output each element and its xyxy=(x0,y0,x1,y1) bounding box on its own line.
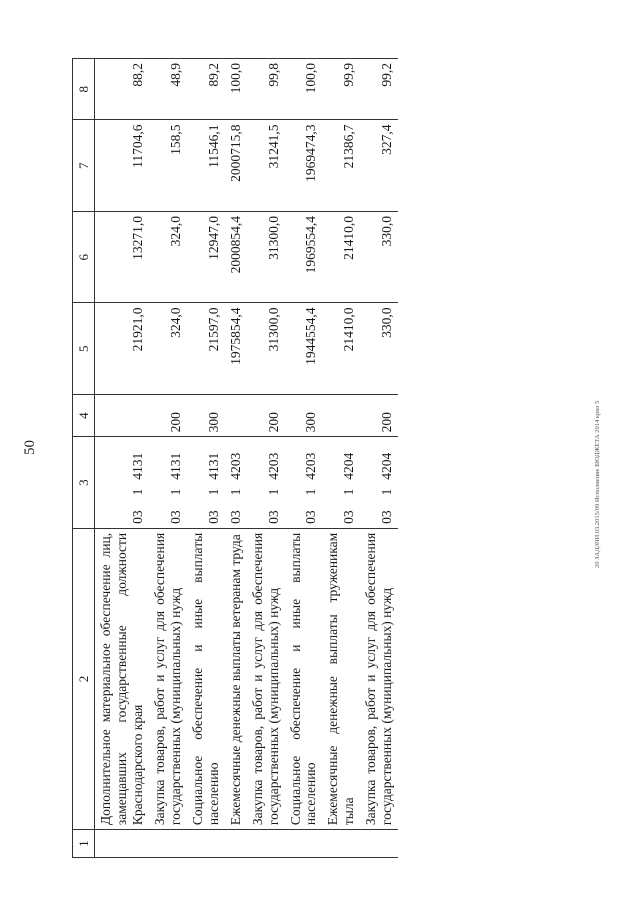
value-col5: 21921,0 xyxy=(95,303,149,395)
table-row xyxy=(95,59,149,858)
budget-table xyxy=(72,58,398,858)
table-row xyxy=(322,59,360,858)
subsection-code: 1 xyxy=(265,488,281,496)
row-name: Закупка товаров, работ и услуг для обеспечения государственных (муниципальных) нужд xyxy=(247,528,285,829)
expense-type-code: 300 xyxy=(187,394,225,436)
value-col5: 324,0 xyxy=(149,303,187,395)
article-code: 4203 xyxy=(227,452,243,480)
value-col6: 330,0 xyxy=(360,211,398,303)
article-code: 4203 xyxy=(303,452,319,480)
expense-type-code xyxy=(95,394,149,436)
blank-cell xyxy=(322,830,360,858)
row-name: Социальное обеспечение и иные выплаты населению xyxy=(285,528,323,829)
section-code: 03 xyxy=(247,499,285,528)
value-col5: 21597,0 xyxy=(187,303,225,395)
row-name: Ежемесячные денежные выплаты труженикам тыла xyxy=(322,528,360,829)
rotated-table-wrapper xyxy=(72,58,572,858)
row-name: Ежемесячные денежные выплаты ветеранам труда xyxy=(225,528,247,829)
value-col7: 158,5 xyxy=(149,120,187,212)
value-col7: 11546,1 xyxy=(187,120,225,212)
row-name: Закупка товаров, работ и услуг для обеспечения государственных (муниципальных) нужд xyxy=(149,528,187,829)
table-row xyxy=(149,59,187,858)
expense-type-code xyxy=(225,394,247,436)
expense-type-code: 300 xyxy=(285,394,323,436)
value-col6: 13271,0 xyxy=(95,211,149,303)
value-col7: 327,4 xyxy=(360,120,398,212)
section-code: 03 xyxy=(225,499,247,528)
header-row xyxy=(73,59,95,858)
value-col8: 88,2 xyxy=(95,59,149,120)
table-row xyxy=(247,59,285,858)
subsection-code: 1 xyxy=(379,488,395,496)
blank-cell xyxy=(149,830,187,858)
blank-cell xyxy=(360,830,398,858)
table-row xyxy=(360,59,398,858)
subsection-code: 1 xyxy=(130,488,146,496)
header-cell: 5 xyxy=(73,303,95,395)
section-code: 03 xyxy=(149,499,187,528)
header-cell: 7 xyxy=(73,120,95,212)
section-code: 03 xyxy=(95,499,149,528)
blank-cell xyxy=(187,830,225,858)
header-cell: 4 xyxy=(73,394,95,436)
row-name: Дополнительное материальное обеспечение лиц, замещавших государственные должности Краснодарского края xyxy=(95,528,149,829)
value-col5: 21410,0 xyxy=(322,303,360,395)
value-col5: 31300,0 xyxy=(247,303,285,395)
value-col8: 99,2 xyxy=(360,59,398,120)
value-col6: 31300,0 xyxy=(247,211,285,303)
expense-type-code xyxy=(322,394,360,436)
page-number: 50 xyxy=(22,440,38,455)
value-col8: 99,8 xyxy=(247,59,285,120)
header-cell: 6 xyxy=(73,211,95,303)
table-row xyxy=(187,59,225,858)
value-col6: 324,0 xyxy=(149,211,187,303)
section-code: 03 xyxy=(360,499,398,528)
article-code: 4203 xyxy=(265,452,281,480)
subsection-code: 1 xyxy=(227,488,243,496)
row-name: Закупка товаров, работ и услуг для обеспечения государственных (муниципальных) нужд xyxy=(360,528,398,829)
value-col7: 21386,7 xyxy=(322,120,360,212)
subsection-code: 1 xyxy=(303,488,319,496)
value-col6: 1969554,4 xyxy=(285,211,323,303)
header-cell: 1 xyxy=(73,830,95,858)
expense-type-code: 200 xyxy=(247,394,285,436)
header-cell: 8 xyxy=(73,59,95,120)
blank-cell xyxy=(95,830,149,858)
value-col5: 330,0 xyxy=(360,303,398,395)
header-cell: 2 xyxy=(73,528,95,829)
section-code: 03 xyxy=(285,499,323,528)
value-col7: 1969474,3 xyxy=(285,120,323,212)
value-col6: 12947,0 xyxy=(187,211,225,303)
subsection-code: 1 xyxy=(341,488,357,496)
section-code: 03 xyxy=(322,499,360,528)
expense-type-code: 200 xyxy=(360,394,398,436)
article-code: 4131 xyxy=(168,452,184,480)
article-code: 4131 xyxy=(130,452,146,480)
value-col8: 99,9 xyxy=(322,59,360,120)
article-code: 4204 xyxy=(341,452,357,480)
value-col6: 2000854,4 xyxy=(225,211,247,303)
value-col8: 48,9 xyxy=(149,59,187,120)
subsection-code: 1 xyxy=(205,488,221,496)
article-code: 4204 xyxy=(379,452,395,480)
value-col5: 1944554,4 xyxy=(285,303,323,395)
value-col8: 89,2 xyxy=(187,59,225,120)
row-name: Социальное обеспечение и иные выплаты населению xyxy=(187,528,225,829)
value-col7: 2000715,8 xyxy=(225,120,247,212)
value-col6: 21410,0 xyxy=(322,211,360,303)
value-col5: 1975854,4 xyxy=(225,303,247,395)
value-col7: 31241,5 xyxy=(247,120,285,212)
blank-cell xyxy=(285,830,323,858)
footer-note: 20 ЗАДАЧИ 03.2015/09 Исполнение БЮДЖЕТА 2014 криз 5 xyxy=(594,400,601,568)
article-code: 4131 xyxy=(205,452,221,480)
expense-type-code: 200 xyxy=(149,394,187,436)
value-col8: 100,0 xyxy=(225,59,247,120)
value-col8: 100,0 xyxy=(285,59,323,120)
blank-cell xyxy=(225,830,247,858)
blank-cell xyxy=(247,830,285,858)
header-cell: 3 xyxy=(73,437,95,529)
table-row xyxy=(225,59,247,858)
section-code: 03 xyxy=(187,499,225,528)
subsection-code: 1 xyxy=(168,488,184,496)
value-col7: 11704,6 xyxy=(95,120,149,212)
table-row xyxy=(285,59,323,858)
